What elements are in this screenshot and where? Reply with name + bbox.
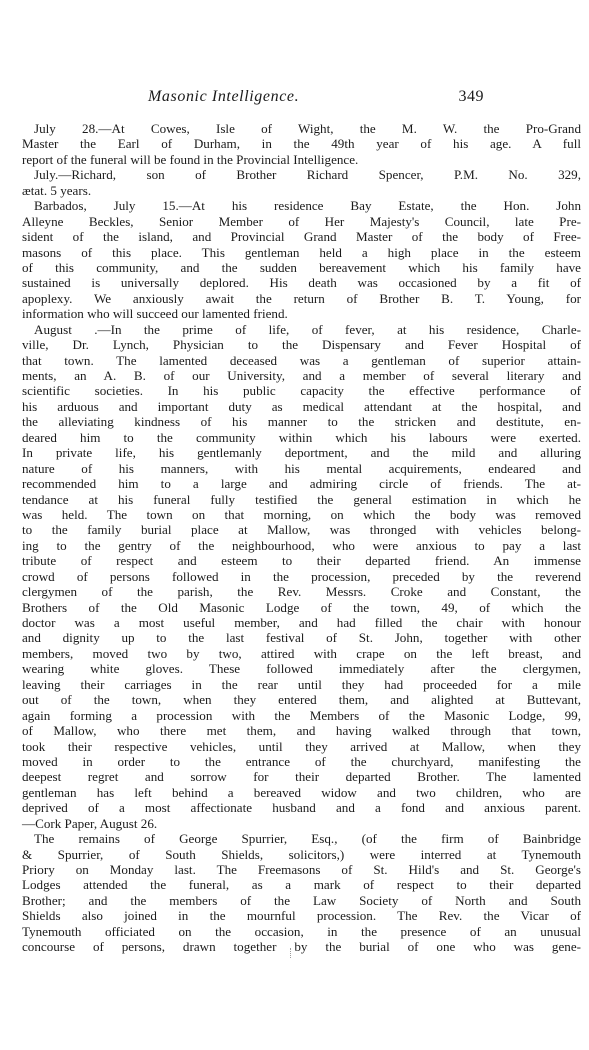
text-line: nature of his manners, with his mental acquirements, endeared and [22, 460, 581, 476]
text-line: deprived of a most affectionate husband and a fond and anxious parent. [22, 800, 581, 816]
text-line: deared him to the community within which his labours were exerted. [22, 429, 581, 445]
text-line: out of the town, when they entered them, and alighted at Buttevant, [22, 692, 581, 708]
running-title: Masonic Intelligence. [148, 88, 300, 105]
text-line: that town. The lamented deceased was a gentleman of superior attain- [22, 352, 581, 368]
text-line: of Mallow, who there met them, and having walked through that town, [22, 723, 581, 739]
text-line: Master the Earl of Durham, in the 49th year of his age. A full [22, 136, 581, 152]
page-header [148, 88, 484, 110]
text-line: crowd of persons followed in the procession, preceded by the reverend [22, 568, 581, 584]
text-line: Priory on Monday last. The Freemasons of St. Hild's and St. George's [22, 862, 581, 877]
text-line: members, moved two by two, attired with crape on the left breast, and [22, 645, 581, 661]
text-line: The remains of George Spurrier, Esq., (of the firm of Bainbridge [34, 831, 581, 847]
text-line: tendance at his funeral fully testified the general estimation in which he [22, 491, 581, 507]
text-line: ments, an A. B. of our University, and a member of several literary and [22, 368, 581, 383]
text-line: information who will succeed our lamented friend. [22, 306, 288, 322]
text-line: Tynemouth officiated on the occasion, in the presence of an unusual [22, 923, 581, 939]
text-line: deepest regret and sorrow for their departed Brother. The lamented [22, 769, 581, 785]
text-line: wearing white gloves. These followed immediately after the clergymen, [22, 661, 581, 677]
text-line: tribute of respect and esteem to their departed friend. An immense [22, 553, 581, 569]
text-line: ing to the gentry of the neighbourhood, who were anxious to pay a last [22, 537, 581, 553]
text-line: moved in order to the entrance of the churchyard, manifesting the [22, 753, 581, 769]
text-line: report of the funeral will be found in the Provincial Intelligence. [22, 151, 359, 167]
text-line: again forming a procession with the Members of the Masonic Lodge, 99, [22, 707, 581, 723]
text-line: Shields also joined in the mournful procession. The Rev. the Vicar of [22, 908, 581, 924]
text-line: —Cork Paper, August 26. [22, 815, 158, 831]
text-line: sustained is universally deplored. His death was occasioned by a fit of [22, 275, 581, 291]
text-line: recommended him to a large and admiring circle of friends. The at- [22, 476, 581, 492]
text-line: clergymen of the parish, the Rev. Messrs. Croke and Constant, the [22, 584, 581, 600]
text-line: to the family burial place at Mallow, was thronged with vehicles belong- [22, 522, 581, 538]
text-line: Brothers of the Old Masonic Lodge of the town, 49, of which the [22, 599, 581, 615]
text-line: was held. The town on that morning, on which the body was removed [22, 506, 581, 522]
obituary-text [22, 121, 581, 955]
text-line: & Spurrier, of South Shields, solicitors,) were interred at Tynemouth [22, 846, 581, 862]
text-line: of this community, and the sudden bereavement which his family have [22, 259, 581, 275]
text-line: masons of this place. This gentleman held a high place in the esteem [22, 244, 581, 260]
text-line: concourse of persons, drawn together by the burial of one who was gene- [22, 939, 581, 955]
text-line: his arduous and important duty as medical attendant at the hospital, and [22, 398, 581, 414]
text-line: apoplexy. We anxiously await the return of Brother B. T. Young, for [22, 290, 581, 306]
text-line: scientific societies. In his public capacity the effective performance of [22, 383, 581, 399]
text-line: Lodges attended the funeral, as a mark of respect to their departed [22, 877, 581, 893]
text-line: Barbados, July 15.—At his residence Bay Estate, the Hon. John [34, 198, 581, 214]
page-mark [290, 948, 292, 958]
text-line: In private life, his gentlemanly deportment, and the mild and alluring [22, 445, 581, 461]
text-line: Alleyne Beckles, Senior Member of Her Majesty's Council, late Pre- [22, 213, 581, 229]
text-line: August .—In the prime of life, of fever, at his residence, Charle- [34, 321, 581, 337]
text-line: gentleman has left behind a bereaved widow and two children, who are [22, 784, 581, 800]
text-line: July 28.—At Cowes, Isle of Wight, the M. W. the Pro-Grand [34, 121, 581, 136]
text-line: the alleviating kindness of his manner to the stricken and destitute, en- [22, 414, 581, 430]
text-line: ætat. 5 years. [22, 182, 92, 198]
text-line: Brother; and the members of the Law Society of North and South [22, 892, 581, 908]
text-line: took their respective vehicles, until they arrived at Mallow, when they [22, 738, 581, 754]
text-line: sident of the island, and Provincial Grand Master of the body of Free- [22, 229, 581, 245]
page-number: 349 [458, 88, 484, 105]
text-line: and dignity up to the last festival of St. John, together with other [22, 630, 581, 646]
text-line: doctor was a most useful member, and had filled the chair with honour [22, 615, 581, 630]
text-line: leaving their carriages in the rear until they had proceeded for a mile [22, 676, 581, 692]
text-line: July.—Richard, son of Brother Richard Spencer, P.M. No. 329, [34, 167, 581, 183]
text-line: ville, Dr. Lynch, Physician to the Dispensary and Fever Hospital of [22, 337, 581, 353]
